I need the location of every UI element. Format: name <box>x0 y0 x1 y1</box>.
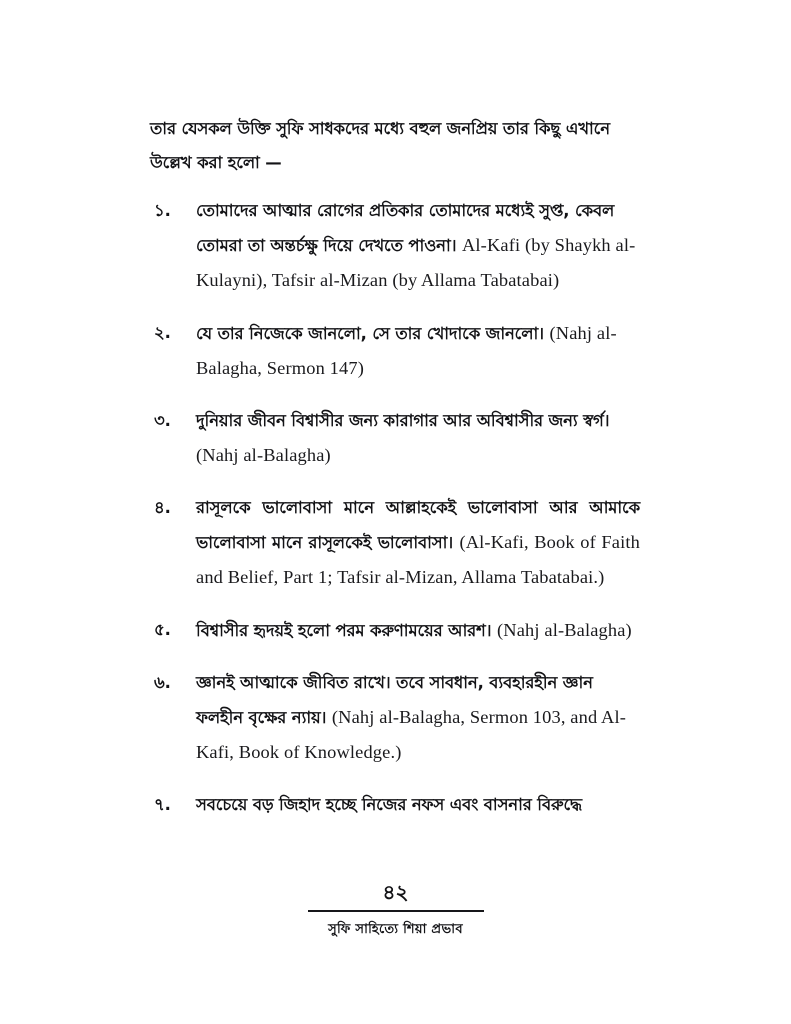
intro-paragraph: তার যেসকল উক্তি সুফি সাধকদের মধ্যে বহুল জনপ্রিয় তার কিছু এখানে উল্লেখ করা হলো — <box>150 119 610 172</box>
list-item <box>150 491 640 595</box>
list-item-text <box>196 194 640 298</box>
list-item-text <box>196 613 640 648</box>
quote-bengali: বিশ্বাসীর হৃদয়ই হলো পরম করুণাময়ের আরশ। <box>196 621 492 640</box>
quote-citation: (Nahj al-Balagha, Sermon 103, and Al-Kafi, Book of Knowledge.) <box>196 707 627 762</box>
list-item-number: ৩. <box>154 411 171 430</box>
quotation-list <box>150 194 640 822</box>
list-item <box>150 788 640 822</box>
footer-divider <box>308 910 484 911</box>
quote-bengali: তোমাদের আত্মার রোগের প্রতিকার তোমাদের মধ্যেই সুপ্ত, কেবল তোমরা তা অন্তর্চক্ষু দিয়ে দেখতে পাওনা। <box>196 201 615 255</box>
list-item-number: ১. <box>154 201 171 220</box>
list-item-number: ৪. <box>154 498 171 517</box>
list-item-text <box>196 491 640 595</box>
quote-bengali: সবচেয়ে বড় জিহাদ হচ্ছে নিজের নফস এবং বাসনার বিরুদ্ধে <box>196 795 582 814</box>
list-item <box>150 404 640 473</box>
quote-bengali: যে তার নিজেকে জানলো, সে তার খোদাকে জানলো। <box>196 324 544 343</box>
quote-citation: (Nahj al-Balagha) <box>497 620 632 640</box>
list-item-text <box>196 666 640 770</box>
list-item-number: ৭. <box>154 795 171 814</box>
list-item <box>150 613 640 648</box>
page-content <box>150 112 640 840</box>
quote-bengali: দুনিয়ার জীবন বিশ্বাসীর জন্য কারাগার আর অবিশ্বাসীর জন্য স্বর্গ। <box>196 411 610 430</box>
list-item-text <box>196 404 640 473</box>
list-item <box>150 316 640 386</box>
list-item-number: ৬. <box>154 673 171 692</box>
quote-citation: (Nahj al-Balagha, Sermon 147) <box>196 323 617 378</box>
quote-citation: Al-Kafi (by Shaykh al-Kulayni), Tafsir al-Mizan (by Allama Tabatabai) <box>196 235 636 290</box>
quote-bengali: জ্ঞানই আত্মাকে জীবিত রাখে। তবে সাবধান, ব্যবহারহীন জ্ঞান ফলহীন বৃক্ষের ন্যায়। <box>196 673 593 727</box>
list-item <box>150 194 640 298</box>
book-title: সুফি সাহিত্যে শিয়া প্রভাব <box>328 921 463 937</box>
quote-citation: (Nahj al-Balagha) <box>196 445 331 465</box>
list-item-text <box>196 316 640 386</box>
quote-citation: (Al-Kafi, Book of Faith and Belief, Part 1; Tafsir al-Mizan, Allama Tabatabai.) <box>196 532 640 587</box>
list-item-text <box>196 788 640 822</box>
list-item <box>150 666 640 770</box>
list-item-number: ৫. <box>154 620 171 639</box>
page-footer <box>0 882 791 938</box>
page-number: ৪২ <box>382 880 409 905</box>
list-item-number: ২. <box>154 323 171 342</box>
quote-bengali: রাসূলকে ভালোবাসা মানে আল্লাহকেই ভালোবাসা আর আমাকে ভালোবাসা মানে রাসূলকেই ভালোবাসা। <box>196 498 640 552</box>
